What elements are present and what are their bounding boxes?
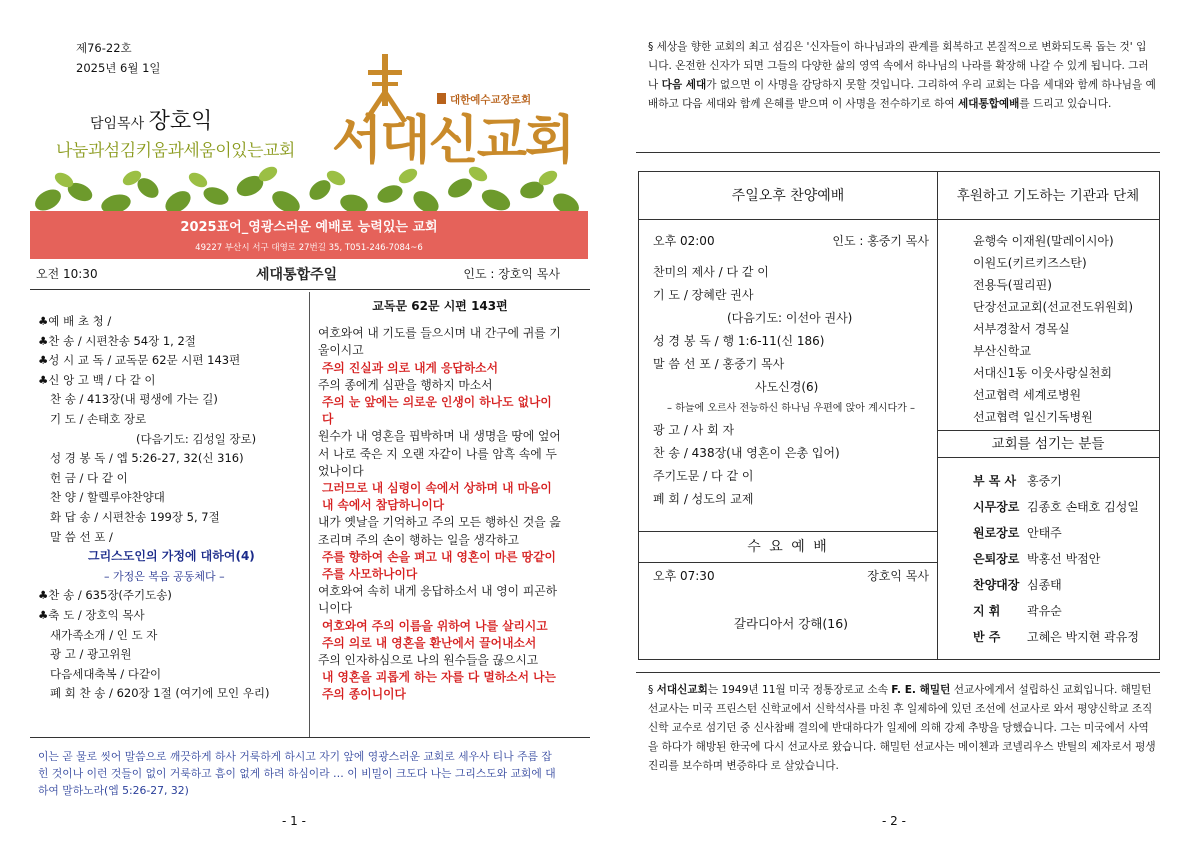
- page-number: - 2 -: [882, 814, 906, 828]
- org-item: 서대신1동 이웃사랑실천회: [973, 366, 1112, 380]
- afternoon-item: 찬 송 / 438장(내 영혼이 은총 입어): [653, 446, 840, 460]
- org-item: 선교협력 일신기독병원: [973, 410, 1093, 424]
- order-item: 화 답 송 / 시편찬송 199장 5, 7절: [50, 509, 220, 524]
- church-motto: 나눔과섬김키움과세움이있는교회: [56, 141, 295, 161]
- reading-line-congregation: 그러므로 내 심령이 속에서 상하며 내 마음이 내 속에서 참담하니이다: [322, 481, 552, 513]
- order-item: 찬 송 / 413장(내 평생에 가는 길): [50, 392, 218, 407]
- sermon-title: 그리스도인의 가정에 대하여(4): [88, 549, 255, 564]
- org-item: 윤행숙 이재원(말레이시아): [973, 234, 1114, 248]
- staff-list: [973, 468, 1139, 650]
- church-history-paragraph: § 서대신교회는 1949년 11월 미국 정통장로교 소속 F. E. 해밀턴 선교사에게서 설립하신 교회입니다. 해밀턴 선교사는 미국 프린스턴 신학교에서 신학석사를 마친 후 일제하에 있던 조선에 선교사로 와서 평양신학교 조직신학 교수로 섬기던 중 신사참배 결의에 반대하다가 일제에 의해 강제 추방을 당했습니다. 그는 미국에서 사역을 하다가 해방된 한국에 다시 선교사로 왔습니다. 해밀턴 선교사는 메이첸과 코넬리우스 반틸의 제자로서 평생 진리를 보수하며 변증하다 로 살았습니다.: [648, 684, 1156, 772]
- afternoon-item-note: 사도신경(6): [755, 380, 819, 394]
- divider: [30, 289, 590, 290]
- column-divider: [937, 172, 938, 659]
- intro-paragraph: § 세상을 향한 교회의 최고 섬김은 '신자들이 하나님과의 관계를 회복하고 본질적으로 변화되도록 돕는 것' 입니다. 온전한 신자가 되면 그들의 다양한 삶의 영역 속에서 하나님의 나라를 확장해 나갈 수 있게 됩니다. 그러나 다음 세대가 없으면 이 사명을 감당하지 못할 것입니다. 그리하여 우리 교회는 다음 세대와 함께 하나님을 예배하고 다음 세대와 함께 은혜를 받으며 이 사명을 전수하기로 하여 세대통합예배를 드리고 있습니다.: [648, 41, 1156, 110]
- org-item: 서부경찰서 경목실: [973, 322, 1070, 336]
- staff-title: 교회를 섬기는 분들: [937, 430, 1159, 458]
- staff-names: 심종태: [1027, 578, 1062, 592]
- issue-info: [76, 38, 161, 78]
- afternoon-time: 오후 02:00: [653, 234, 715, 248]
- staff-names: 홍중기: [1027, 474, 1062, 488]
- reading-line-congregation: 주의 진실과 의로 내게 응답하소서: [322, 360, 498, 375]
- org-item: 단장선교교회(선교전도위원회): [973, 300, 1134, 314]
- afternoon-item: 기 도 / 장혜란 권사: [653, 288, 754, 302]
- order-item: 새가족소개 / 인 도 자: [50, 627, 158, 642]
- reading-line-congregation: 여호와여 주의 이름을 위하여 나를 살리시고 주의 의로 내 영혼을 환난에서 끌어내소서: [322, 618, 548, 650]
- staff-row: [973, 520, 1139, 546]
- afternoon-item: 주기도문 / 다 같 이: [653, 469, 754, 483]
- leaves-decoration: [28, 160, 588, 216]
- bulletin-page-2: [600, 0, 1200, 848]
- reading-line-leader: 여호와여 내 기도를 들으시며 내 간구에 귀를 기울이시고: [318, 326, 561, 358]
- order-item: 폐 회 찬 송 / 620장 1절 (여기에 모인 우리): [50, 686, 270, 701]
- afternoon-item: 광 고 / 사 회 자: [653, 423, 735, 437]
- reading-lines: [318, 325, 562, 703]
- afternoon-order: [653, 230, 929, 511]
- morning-service-header: [36, 265, 560, 287]
- staff-row: [973, 494, 1139, 520]
- reading-line-leader: 주의 종에게 심판을 행하지 마소서: [318, 377, 493, 392]
- sermon-subtitle: – 가정은 복음 공동체다 –: [104, 569, 225, 583]
- reading-line-congregation: 내 영혼을 괴롭게 하는 자를 다 멸하소서 나는 주의 종이니이다: [322, 670, 556, 702]
- staff-names: 김종호 손태호 김성일: [1027, 500, 1139, 514]
- staff-role: 지 휘: [973, 604, 1001, 618]
- afternoon-leader: 인도 : 홍중기 목사: [832, 234, 929, 248]
- staff-role: 시무장로: [973, 500, 1020, 514]
- footer-verse: 이는 곧 물로 씻어 말씀으로 깨끗하게 하사 거룩하게 하시고 자기 앞에 영광스러운 교회로 세우사 티나 주름 잡힌 것이나 이런 것들이 없이 거룩하고 흠이 없게 하려 하심이라 … 이 비밀이 크도다 나는 그리스도와 교회에 대하여 말하노라(엡 5:26-27, 32): [38, 750, 556, 797]
- afternoon-header-row: [653, 230, 929, 253]
- staff-names: 고혜은 박지현 곽유정: [1027, 630, 1139, 644]
- staff-row: [973, 468, 1139, 494]
- banner-address: 49227 부산시 서구 대영로 27번길 35, T051-246-7084~6: [195, 243, 423, 253]
- order-item: 찬 양 / 할렐루야찬양대: [50, 490, 165, 505]
- pastor-name: 장호익: [148, 109, 213, 134]
- staff-row: [973, 598, 1139, 624]
- order-item-note: (다음기도: 김성일 장로): [136, 431, 257, 446]
- motto-banner: [30, 211, 588, 259]
- order-item: 다음세대축복 / 다같이: [50, 666, 162, 681]
- reading-line-leader: 원수가 내 영혼을 핍박하며 내 생명을 땅에 엎어서 나로 죽은 지 오랜 자같이 나를 암흑 속에 두었나이다: [318, 429, 561, 478]
- order-item: 성 경 봉 독 / 엡 5:26-27, 32(신 316): [50, 451, 244, 466]
- staff-role: 은퇴장로: [973, 552, 1020, 566]
- church-name-logo: 서대신교회: [332, 111, 574, 171]
- org-item: 전용득(필리핀): [973, 278, 1052, 292]
- column-divider: [309, 292, 310, 737]
- order-item: ♣찬 송 / 635장(주기도송): [38, 588, 172, 603]
- staff-names: 박홍선 박점안: [1027, 552, 1101, 566]
- wednesday-sermon: 갈라디아서 강해(16): [733, 616, 849, 631]
- responsive-reading: [318, 298, 562, 704]
- service-time: 오전 10:30: [36, 267, 98, 281]
- divider: [636, 672, 1160, 673]
- reading-line-congregation: 주를 향하여 손을 펴고 내 영혼이 마른 땅같이 주를 사모하나이다: [322, 549, 556, 582]
- order-of-worship: [38, 312, 306, 704]
- wednesday-header-row: [653, 567, 929, 584]
- wednesday-leader: 장호익 목사: [867, 569, 929, 583]
- schedule-box: [638, 171, 1160, 660]
- order-item: ♣예 배 초 청 /: [38, 314, 112, 328]
- order-item: 말 씀 선 포 /: [50, 529, 113, 544]
- org-item: 선교협력 세계로병원: [973, 388, 1082, 402]
- afternoon-item: 말 씀 선 포 / 홍중기 목사: [653, 357, 785, 371]
- org-item: 부산신학교: [973, 344, 1031, 358]
- wednesday-service-title: 수 요 예 배: [639, 531, 937, 563]
- org-item: 이원도(키르키즈스탄): [973, 256, 1087, 270]
- service-title: 세대통합주일: [256, 267, 338, 283]
- order-item: ♣축 도 / 장호익 목사: [38, 607, 145, 622]
- order-item: 광 고 / 광고위원: [50, 647, 132, 662]
- reading-line-congregation: 주의 눈 앞에는 의로운 인생이 하나도 없나이다: [322, 395, 552, 427]
- supported-orgs-title: 후원하고 기도하는 기관과 단체: [937, 172, 1159, 220]
- reading-title: 교독문 62문 시편 143편: [372, 299, 508, 313]
- denomination: 대한예수교장로회: [437, 92, 531, 107]
- order-item: ♣신 앙 고 백 / 다 같 이: [38, 372, 156, 387]
- service-leader: 인도 : 장호익 목사: [463, 267, 560, 281]
- creed-note: – 하늘에 오르사 전능하신 하나님 우편에 앉아 계시다가 –: [667, 403, 915, 414]
- order-item: 기 도 / 손태호 장로: [50, 411, 147, 426]
- staff-role: 원로장로: [973, 526, 1020, 540]
- afternoon-item: 찬미의 제사 / 다 같 이: [653, 265, 769, 279]
- staff-names: 곽유순: [1027, 604, 1062, 618]
- pastor-prefix: 담임목사: [90, 116, 145, 132]
- banner-title: 2025표어_영광스러운 예배로 능력있는 교회: [180, 220, 438, 235]
- issue-number: 제76-22호: [76, 41, 132, 55]
- afternoon-item-note: (다음기도: 이선아 권사): [727, 311, 853, 325]
- staff-row: [973, 546, 1139, 572]
- reading-line-leader: 내가 옛날을 기억하고 주의 모든 행하신 것을 읊조리며 주의 손이 행하는 일을 생각하고: [318, 515, 561, 547]
- afternoon-service-title: 주일오후 찬양예배: [639, 172, 937, 220]
- wednesday-service: [653, 567, 929, 632]
- staff-role: 반 주: [973, 630, 1001, 644]
- reading-line-leader: 주의 인자하심으로 나의 원수들을 끊으시고: [318, 653, 539, 668]
- staff-role: 찬양대장: [973, 578, 1020, 592]
- order-item: 헌 금 / 다 같 이: [50, 470, 128, 485]
- divider: [30, 737, 590, 738]
- staff-role: 부 목 사: [973, 474, 1017, 488]
- supported-orgs-list: [973, 230, 1133, 428]
- reading-line-leader: 여호와여 속히 내게 응답하소서 내 영이 피곤하니이다: [318, 584, 558, 616]
- divider: [636, 152, 1160, 153]
- issue-date: 2025년 6월 1일: [76, 61, 161, 75]
- wednesday-time: 오후 07:30: [653, 569, 715, 583]
- staff-row: [973, 624, 1139, 650]
- order-item: ♣찬 송 / 시편찬송 54장 1, 2절: [38, 333, 196, 348]
- senior-pastor: [90, 104, 212, 135]
- staff-row: [973, 572, 1139, 598]
- order-item: ♣성 시 교 독 / 교독문 62문 시편 143편: [38, 353, 241, 368]
- staff-names: 안태주: [1027, 526, 1062, 540]
- afternoon-item: 성 경 봉 독 / 행 1:6-11(신 186): [653, 334, 825, 348]
- afternoon-item: 폐 회 / 성도의 교제: [653, 492, 754, 506]
- page-number: - 1 -: [282, 814, 306, 828]
